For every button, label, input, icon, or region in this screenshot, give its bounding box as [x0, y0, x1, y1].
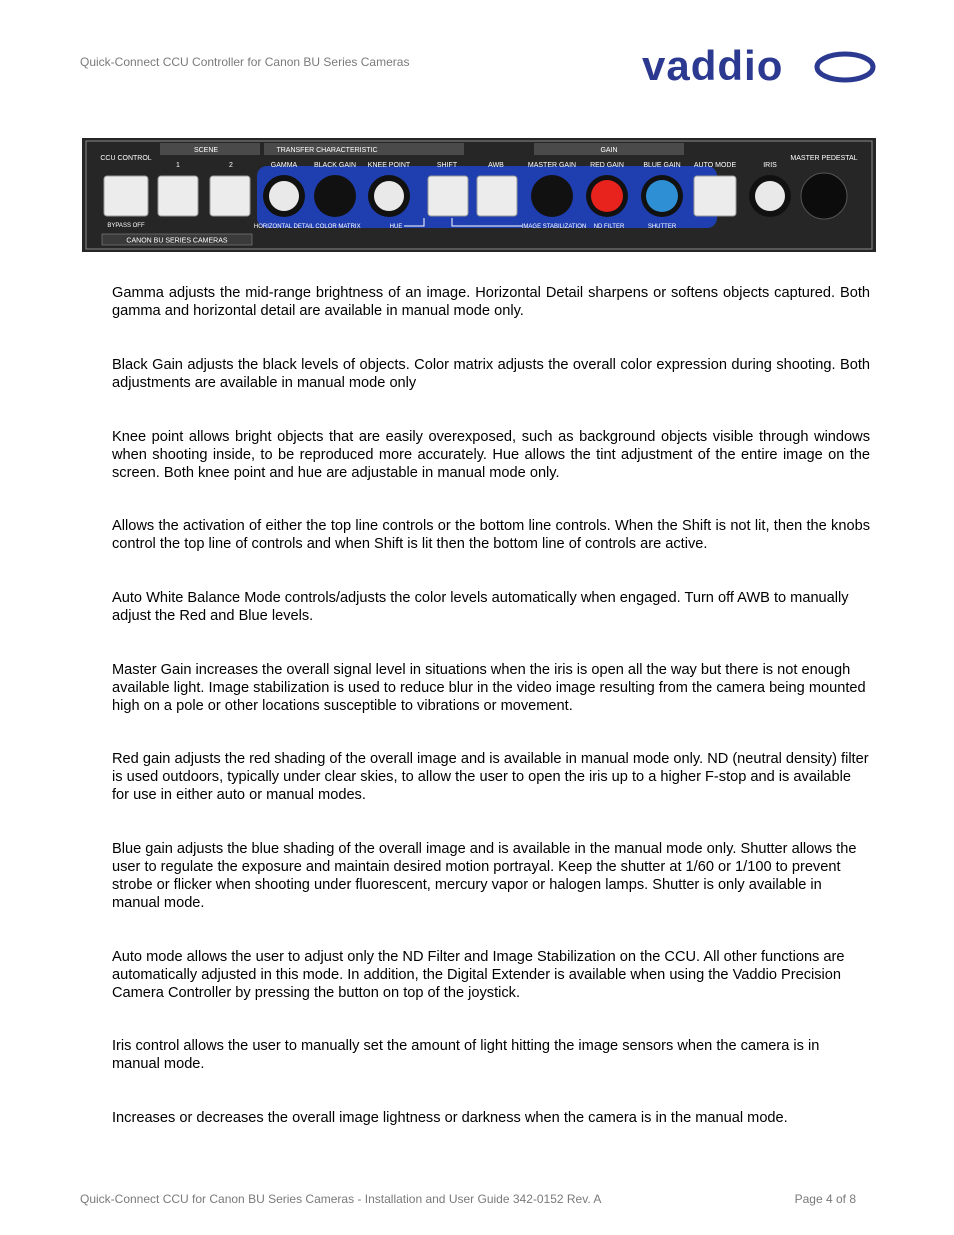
label-iris: IRIS	[763, 162, 777, 169]
page-header-title: Quick-Connect CCU Controller for Canon BU Series Cameras	[80, 55, 410, 69]
paragraph-knee-point: Knee point allows bright objects that are easily overexposed, such as background objects visible through windows when shooting inside, to be reproduced more accurately. Hue allows the tint adjustment of the entire image on the screen. Both knee point and hue are adjustable in manual mode only.	[112, 429, 870, 481]
scene-2-button	[210, 176, 250, 216]
paragraph-iris: Iris control allows the user to manually set the amount of light hitting the image sensors when the camera is in manual mode.	[112, 1038, 820, 1072]
label-color-matrix: COLOR MATRIX	[315, 224, 361, 230]
label-red-gain: RED GAIN	[590, 162, 624, 169]
paragraph-master-pedestal: Increases or decreases the overall image lightness or darkness when the camera is in the manual mode.	[112, 1110, 788, 1126]
label-auto-mode: AUTO MODE	[693, 162, 737, 169]
paragraph-gamma: Gamma adjusts the mid-range brightness of an image. Horizontal Detail sharpens or softens objects captured. Both gamma and horizontal detail are available in manual mode only.	[112, 285, 870, 319]
label-ccu-control: CCU CONTROL	[100, 155, 152, 162]
scene-1-button	[158, 176, 198, 216]
logo-swoosh-icon	[817, 54, 873, 80]
group-label-scene: SCENE	[193, 147, 219, 154]
black-gain-knob	[314, 175, 356, 217]
logo-text: vaddio	[642, 42, 784, 89]
label-blue-gain: BLUE GAIN	[643, 162, 681, 169]
paragraph-auto-mode: Auto mode allows the user to adjust only the ND Filter and Image Stabilization on the CCU. All other functions are automatically adjusted in this mode. In addition, the Digital Extender is available when using the Vaddio Precision Camera Controller by pressing the button on top of the joystick.	[112, 949, 845, 1001]
label-black-gain: BLACK GAIN	[313, 162, 357, 169]
paragraph-red-gain: Red gain adjusts the red shading of the overall image and is available in manual mode only. ND (neutral density) filter is used outdoors, typically under clear skies, to allow the user to open the iris up to a higher F-stop and is available for use in either auto or manual modes.	[112, 751, 869, 803]
label-master-pedestal: MASTER PEDESTAL	[790, 155, 858, 162]
master-gain-knob	[531, 175, 573, 217]
label-scene-1: 1	[176, 162, 180, 169]
label-master-gain: MASTER GAIN	[527, 162, 577, 169]
blue-gain-knob	[646, 180, 678, 212]
knee-point-knob	[374, 181, 404, 211]
label-shift: SHIFT	[436, 162, 458, 169]
footer-document-title: Quick-Connect CCU for Canon BU Series Cameras - Installation and User Guide 342-0152 Rev. A	[80, 1192, 602, 1206]
footer-page-number: Page 4 of 8	[794, 1192, 856, 1206]
red-gain-knob	[591, 180, 623, 212]
label-shutter: SHUTTER	[647, 224, 677, 230]
label-gamma: GAMMA	[270, 162, 298, 169]
shift-button	[428, 176, 468, 216]
awb-button	[477, 176, 517, 216]
group-label-gain: GAIN	[600, 147, 618, 154]
iris-knob	[755, 181, 785, 211]
ccu-control-button	[104, 176, 148, 216]
paragraph-blue-gain: Blue gain adjusts the blue shading of the overall image and is available in the manual mode only. Shutter allows the user to regulate the exposure and maintain desired motion portrayal. Keep the shutter at 1/60 or 1/100 to prevent strobe or flicker when shooting under fluorescent, mercury vapor or halogen lamps. Shutter is only available in manual mode.	[112, 841, 857, 911]
gamma-knob	[269, 181, 299, 211]
label-awb: AWB	[488, 162, 504, 169]
label-canon-bu-series: CANON BU SERIES CAMERAS	[126, 237, 228, 245]
paragraph-black-gain: Black Gain adjusts the black levels of objects. Color matrix adjusts the overall color expression during shooting. Both adjustments are available in manual mode only	[112, 357, 870, 391]
label-bypass-off: BYPASS OFF	[107, 223, 145, 229]
label-scene-2: 2	[229, 162, 233, 169]
vaddio-logo	[640, 40, 880, 100]
master-pedestal-knob	[801, 173, 847, 219]
label-horizontal-detail: HORIZONTAL DETAIL	[253, 224, 315, 230]
ccu-control-panel-image	[82, 138, 876, 252]
group-label-transfer: TRANSFER CHARACTERISTIC	[276, 147, 378, 154]
paragraph-shift: Allows the activation of either the top line controls or the bottom line controls. When the Shift is not lit, then the knobs control the top line of controls and when Shift is lit then the bottom line of controls are active.	[112, 518, 870, 552]
label-nd-filter: ND FILTER	[593, 224, 625, 230]
label-image-stabilization: IMAGE STABILIZATION	[521, 224, 587, 230]
auto-mode-button	[694, 176, 736, 216]
label-hue: HUE	[389, 224, 403, 230]
label-knee-point: KNEE POINT	[367, 162, 411, 169]
paragraph-awb: Auto White Balance Mode controls/adjusts the color levels automatically when engaged. Turn off AWB to manually adjust the Red and Blue levels.	[112, 590, 849, 624]
paragraph-master-gain: Master Gain increases the overall signal level in situations when the iris is open all the way but there is not enough available light. Image stabilization is used to reduce blur in the video image resulting from the camera being mounted high on a pole or other locations susceptible to vibrations or movement.	[112, 662, 866, 714]
